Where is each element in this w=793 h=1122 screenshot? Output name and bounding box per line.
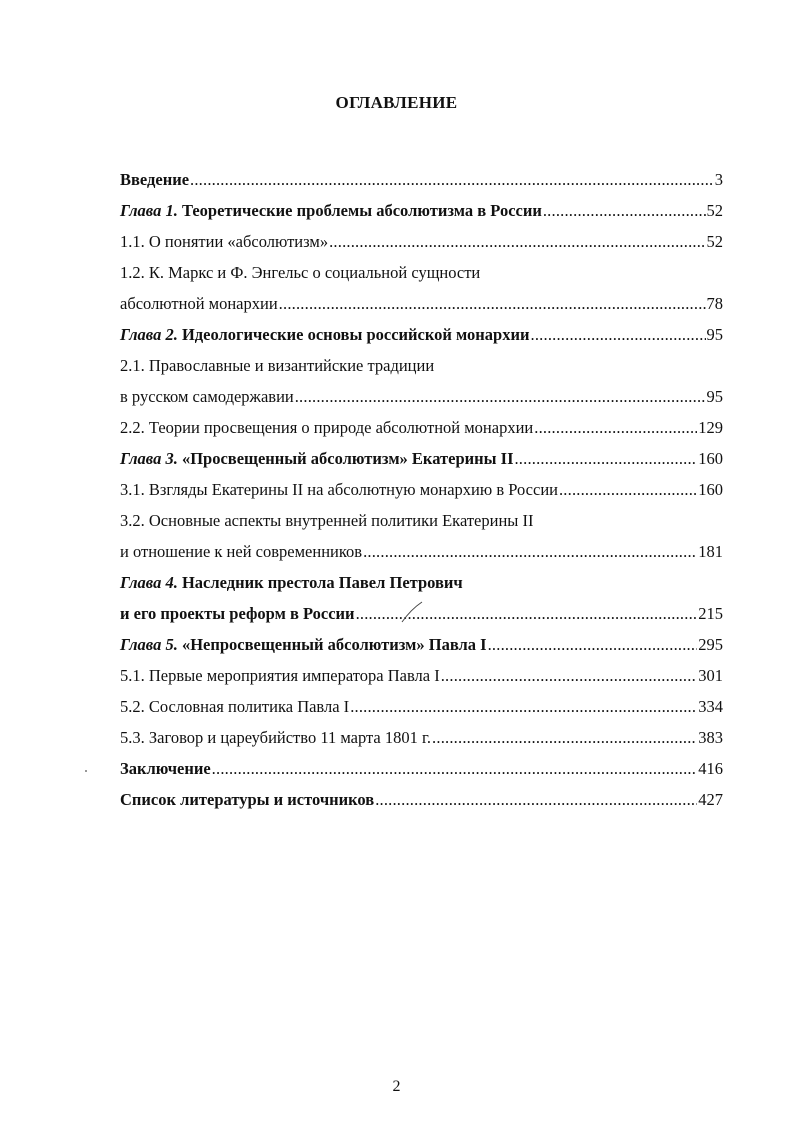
chapter-label: Глава 5.	[120, 635, 178, 654]
dot-leader	[488, 629, 698, 660]
toc-entry-text: и отношение к ней современников	[120, 542, 363, 561]
toc-entry-text: в русском самодержавии	[120, 387, 294, 406]
toc-entry-page: 215	[698, 604, 723, 623]
toc-entry-text: 2.2. Теории просвещения о природе абсолютной монархии	[120, 418, 534, 437]
toc-entry-page: 383	[698, 728, 723, 747]
toc-entry-text: 5.1. Первые мероприятия императора Павла I	[120, 666, 440, 685]
toc-entry-page: 416	[698, 759, 723, 778]
toc-entry-section-2-1	[120, 350, 723, 412]
toc-entry-chapter-5	[120, 629, 723, 660]
toc-entry-text: 5.3. Заговор и цареубийство 11 марта 1801 г.	[120, 728, 432, 747]
dot-leader	[441, 660, 698, 691]
toc-entry-page: 160	[698, 449, 723, 468]
toc-entry-text: Список литературы и источников	[120, 790, 375, 809]
toc-entry-page: 427	[698, 790, 723, 809]
toc-entry-text: Теоретические проблемы абсолютизма в России	[181, 201, 542, 220]
toc-entry-text-line1: Наследник престола Павел Петрович	[181, 573, 463, 592]
toc-entry-page: 301	[698, 666, 723, 685]
toc-entry-text: «Просвещенный абсолютизм» Екатерины II	[181, 449, 514, 468]
table-of-contents	[120, 164, 723, 815]
dot-leader	[363, 536, 697, 567]
dot-leader	[212, 753, 698, 784]
toc-entry-text: 5.2. Сословная политика Павла I	[120, 697, 350, 716]
toc-entry-chapter-1	[120, 195, 723, 226]
dot-leader	[514, 443, 697, 474]
toc-entry-section-1-1	[120, 226, 723, 257]
toc-entry-chapter-2	[120, 319, 723, 350]
toc-entry-page: 160	[698, 480, 723, 499]
toc-entry-chapter-3	[120, 443, 723, 474]
toc-entry-page: 95	[706, 387, 723, 406]
toc-entry-text: «Непросвещенный абсолютизм» Павла I	[181, 635, 487, 654]
dot-leader	[559, 474, 697, 505]
toc-entry-text: Идеологические основы российской монархии	[181, 325, 530, 344]
toc-entry-page: 95	[706, 325, 723, 344]
toc-entry-text: абсолютной монархии	[120, 294, 278, 313]
toc-entry-page: 3	[714, 170, 723, 189]
toc-entry-section-2-2	[120, 412, 723, 443]
toc-entry-page: 334	[698, 697, 723, 716]
pen-stroke-mark	[398, 600, 428, 624]
toc-entry-text: 1.1. О понятии «абсолютизм»	[120, 232, 329, 251]
toc-entry-text: Заключение	[120, 759, 211, 778]
chapter-label: Глава 3.	[120, 449, 178, 468]
scan-speck	[85, 770, 87, 772]
dot-leader	[279, 288, 706, 319]
toc-entry-text: 3.1. Взгляды Екатерины II на абсолютную монархию в России	[120, 480, 558, 499]
toc-entry-page: 129	[698, 418, 723, 437]
toc-entry-introduction	[120, 164, 723, 195]
toc-entry-page: 181	[698, 542, 723, 561]
toc-entry-text-line1: 3.2. Основные аспекты внутренней политики Екатерины II	[120, 511, 534, 530]
toc-entry-section-3-2	[120, 505, 723, 567]
dot-leader	[295, 381, 706, 412]
toc-entry-page: 295	[698, 635, 723, 654]
toc-entry-section-5-1	[120, 660, 723, 691]
dot-leader	[543, 195, 706, 226]
toc-entry-section-1-2	[120, 257, 723, 319]
toc-entry-text-line1: 1.2. К. Маркс и Ф. Энгельс о социальной сущности	[120, 263, 481, 282]
toc-entry-page: 52	[706, 232, 723, 251]
dot-leader	[531, 319, 706, 350]
dot-leader	[329, 226, 705, 257]
chapter-label: Глава 4.	[120, 573, 178, 592]
toc-entry-page: 52	[706, 201, 723, 220]
chapter-label: Глава 1.	[120, 201, 178, 220]
toc-entry-section-5-2	[120, 691, 723, 722]
dot-leader	[432, 722, 697, 753]
toc-entry-page: 78	[706, 294, 723, 313]
toc-entry-text-line1: 2.1. Православные и византийские традиции	[120, 356, 435, 375]
chapter-label: Глава 2.	[120, 325, 178, 344]
toc-entry-text: Введение	[120, 170, 190, 189]
dot-leader	[375, 784, 697, 815]
toc-entry-section-5-3	[120, 722, 723, 753]
toc-entry-conclusion	[120, 753, 723, 784]
toc-entry-bibliography	[120, 784, 723, 815]
dot-leader	[534, 412, 697, 443]
page-number: 2	[392, 1078, 401, 1095]
toc-entry-section-3-1	[120, 474, 723, 505]
toc-entry-text: и его проекты реформ в России	[120, 604, 355, 623]
dot-leader	[190, 164, 714, 195]
toc-title: ОГЛАВЛЕНИЕ	[335, 93, 458, 112]
dot-leader	[350, 691, 697, 722]
